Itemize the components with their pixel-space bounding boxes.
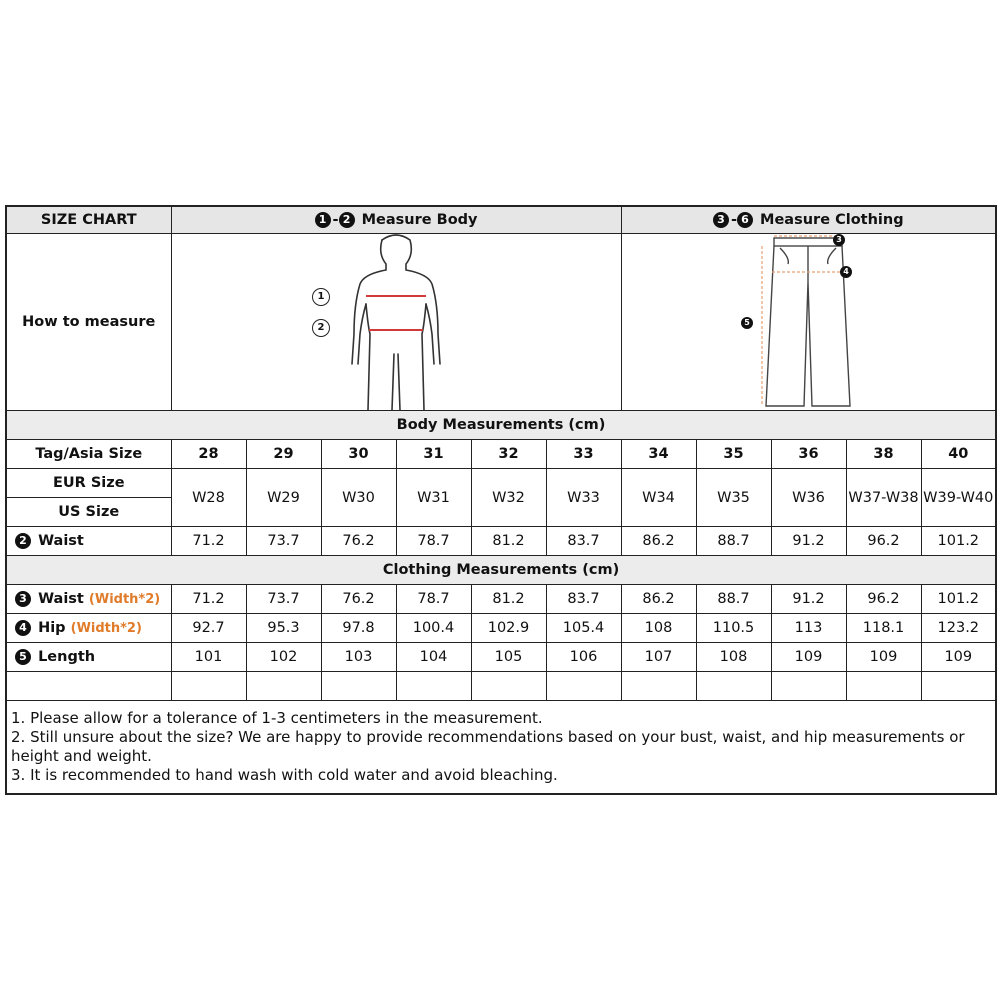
marker-6: 6	[737, 212, 753, 228]
tag-size-cell: 38	[846, 440, 921, 469]
empty-cell	[396, 672, 471, 701]
clothing-waist-cell: 86.2	[621, 585, 696, 614]
clothing-hip-cell: 97.8	[321, 614, 396, 643]
note-2: 2. Still unsure about the size? We are happy to provide recommendations based on your bust, waist, and hip measurements or height and weight.	[11, 728, 965, 765]
clothing-hip-cell: 105.4	[546, 614, 621, 643]
body-figure-cell	[171, 234, 621, 411]
empty-cell	[921, 672, 996, 701]
w-size-cell: W29	[246, 469, 321, 527]
body-measurements-title: Body Measurements (cm)	[6, 411, 996, 440]
body-waist-cell: 73.7	[246, 527, 321, 556]
clothing-hip-label	[6, 614, 171, 643]
tag-size-cell: 40	[921, 440, 996, 469]
clothing-waist-cell: 81.2	[471, 585, 546, 614]
note-1: 1. Please allow for a tolerance of 1-3 centimeters in the measurement.	[11, 709, 543, 727]
width-note: (Width*2)	[70, 621, 142, 636]
clothing-hip-cell: 123.2	[921, 614, 996, 643]
body-waist-cell: 76.2	[321, 527, 396, 556]
clothing-waist-cell: 88.7	[696, 585, 771, 614]
clothing-waist-label	[6, 585, 171, 614]
header-row	[6, 206, 996, 234]
clothing-length-cell: 106	[546, 643, 621, 672]
w-size-cell: W28	[171, 469, 246, 527]
empty-cell	[696, 672, 771, 701]
tag-size-cell: 34	[621, 440, 696, 469]
w-size-cell: W35	[696, 469, 771, 527]
body-waist-cell: 101.2	[921, 527, 996, 556]
w-size-cell: W34	[621, 469, 696, 527]
clothing-length-cell: 108	[696, 643, 771, 672]
marker-1: 1	[315, 212, 331, 228]
pants-marker-3: 3	[833, 234, 845, 246]
body-waist-cell: 96.2	[846, 527, 921, 556]
w-size-cell: W30	[321, 469, 396, 527]
tag-size-cell: 33	[546, 440, 621, 469]
how-to-measure-row	[6, 234, 996, 411]
marker-5: 5	[15, 649, 31, 665]
width-note: (Width*2)	[88, 592, 161, 607]
size-chart-table	[5, 205, 997, 795]
tag-size-row	[6, 440, 996, 469]
w-size-cell: W32	[471, 469, 546, 527]
size-chart-sheet	[5, 205, 995, 795]
clothing-hip-text: Hip	[38, 620, 66, 636]
clothing-length-cell: 104	[396, 643, 471, 672]
clothing-hip-cell: 95.3	[246, 614, 321, 643]
clothing-hip-cell: 118.1	[846, 614, 921, 643]
clothing-measurements-title: Clothing Measurements (cm)	[6, 556, 996, 585]
clothing-section-row	[6, 556, 996, 585]
empty-cell	[621, 672, 696, 701]
tag-size-cell: 32	[471, 440, 546, 469]
tag-size-cell: 35	[696, 440, 771, 469]
clothing-length-cell: 109	[771, 643, 846, 672]
body-marker-2: 2	[312, 319, 330, 337]
clothing-waist-cell: 83.7	[546, 585, 621, 614]
tag-size-label: Tag/Asia Size	[6, 440, 171, 469]
body-section-row	[6, 411, 996, 440]
clothing-waist-cell: 101.2	[921, 585, 996, 614]
how-to-measure-label: How to measure	[6, 234, 171, 411]
marker-4: 4	[15, 620, 31, 636]
body-waist-label	[6, 527, 171, 556]
clothing-waist-cell: 76.2	[321, 585, 396, 614]
measure-clothing-label: Measure Clothing	[760, 212, 904, 228]
body-waist-cell: 78.7	[396, 527, 471, 556]
clothing-waist-cell: 78.7	[396, 585, 471, 614]
empty-cell	[321, 672, 396, 701]
empty-row	[6, 672, 996, 701]
empty-cell	[846, 672, 921, 701]
w-size-cell: W31	[396, 469, 471, 527]
clothing-hip-cell: 100.4	[396, 614, 471, 643]
marker-3: 3	[15, 591, 31, 607]
body-waist-row	[6, 527, 996, 556]
tag-size-cell: 28	[171, 440, 246, 469]
body-marker-1: 1	[312, 288, 330, 306]
tag-size-cell: 30	[321, 440, 396, 469]
measure-body-label: Measure Body	[361, 212, 478, 228]
clothing-length-row	[6, 643, 996, 672]
clothing-length-text: Length	[38, 649, 96, 665]
clothing-hip-cell: 110.5	[696, 614, 771, 643]
body-waist-cell: 88.7	[696, 527, 771, 556]
clothing-waist-cell: 73.7	[246, 585, 321, 614]
measure-clothing-header: 3 - 6 Measure Clothing	[621, 206, 996, 234]
eur-size-row	[6, 469, 996, 498]
body-waist-cell: 81.2	[471, 527, 546, 556]
eur-size-label: EUR Size	[6, 469, 171, 498]
clothing-waist-text: Waist	[38, 591, 84, 607]
pants-figure-cell	[621, 234, 996, 411]
us-size-label: US Size	[6, 498, 171, 527]
clothing-waist-row	[6, 585, 996, 614]
clothing-hip-row	[6, 614, 996, 643]
body-waist-text: Waist	[38, 533, 84, 549]
marker-3: 3	[713, 212, 729, 228]
marker-2: 2	[339, 212, 355, 228]
empty-cell	[471, 672, 546, 701]
clothing-waist-cell: 71.2	[171, 585, 246, 614]
body-waist-cell: 86.2	[621, 527, 696, 556]
body-waist-cell: 83.7	[546, 527, 621, 556]
clothing-length-cell: 109	[846, 643, 921, 672]
clothing-hip-cell: 102.9	[471, 614, 546, 643]
body-silhouette-icon	[306, 234, 486, 410]
w-size-cell: W39-W40	[921, 469, 996, 527]
clothing-length-cell: 101	[171, 643, 246, 672]
empty-cell	[771, 672, 846, 701]
clothing-length-cell: 102	[246, 643, 321, 672]
clothing-hip-cell: 108	[621, 614, 696, 643]
note-3: 3. It is recommended to hand wash with cold water and avoid bleaching.	[11, 766, 558, 784]
clothing-hip-cell: 92.7	[171, 614, 246, 643]
tag-size-cell: 29	[246, 440, 321, 469]
notes-cell	[6, 701, 996, 795]
measure-body-header: 1 - 2 Measure Body	[171, 206, 621, 234]
pants-marker-5: 5	[741, 317, 753, 329]
clothing-length-cell: 109	[921, 643, 996, 672]
body-waist-cell: 91.2	[771, 527, 846, 556]
tag-size-cell: 31	[396, 440, 471, 469]
clothing-waist-cell: 91.2	[771, 585, 846, 614]
notes-row	[6, 701, 996, 795]
empty-cell	[546, 672, 621, 701]
empty-cell	[171, 672, 246, 701]
clothing-length-label	[6, 643, 171, 672]
clothing-waist-cell: 96.2	[846, 585, 921, 614]
clothing-length-cell: 107	[621, 643, 696, 672]
pants-marker-4: 4	[840, 266, 852, 278]
w-size-cell: W33	[546, 469, 621, 527]
w-size-cell: W36	[771, 469, 846, 527]
clothing-length-cell: 105	[471, 643, 546, 672]
tag-size-cell: 36	[771, 440, 846, 469]
clothing-hip-cell: 113	[771, 614, 846, 643]
clothing-length-cell: 103	[321, 643, 396, 672]
empty-cell	[6, 672, 171, 701]
marker-2: 2	[15, 533, 31, 549]
size-chart-title: SIZE CHART	[6, 206, 171, 234]
w-size-cell: W37-W38	[846, 469, 921, 527]
empty-cell	[246, 672, 321, 701]
body-waist-cell: 71.2	[171, 527, 246, 556]
